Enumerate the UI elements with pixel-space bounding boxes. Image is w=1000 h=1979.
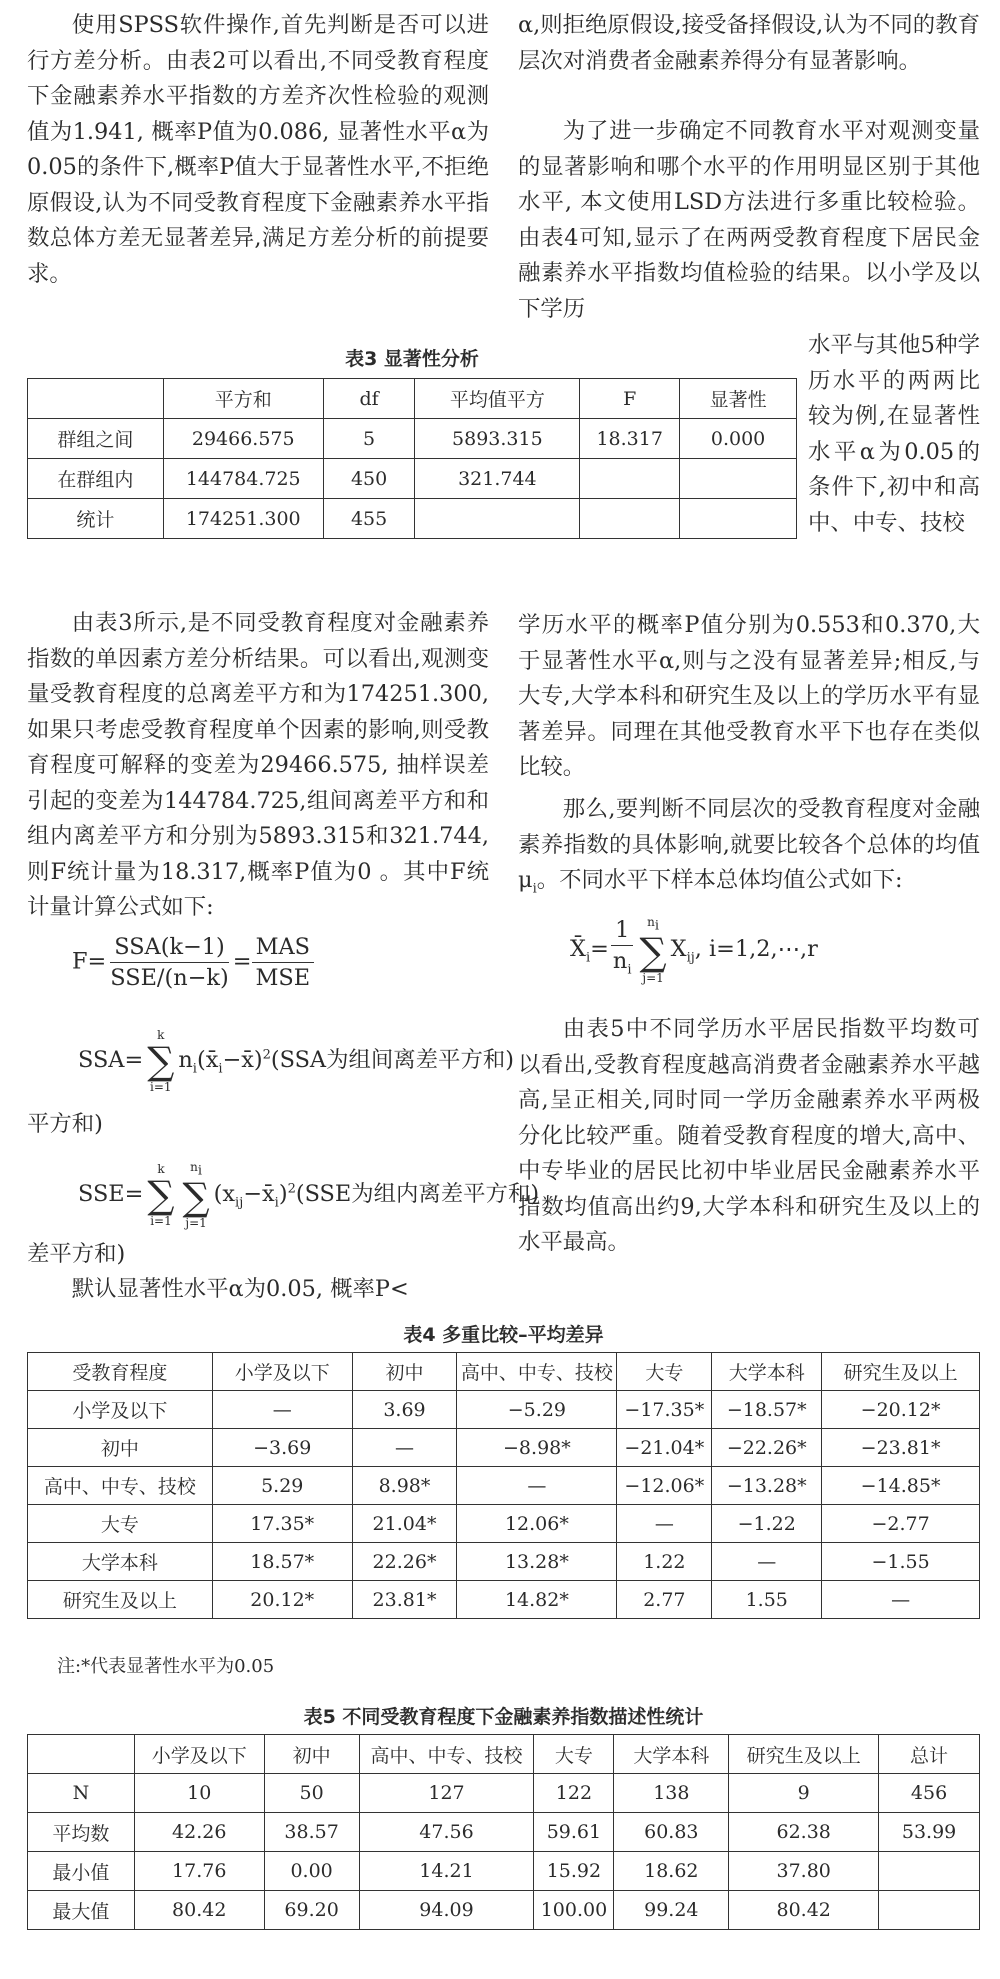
table4-header-cell: 高中、中专、技校 — [457, 1353, 617, 1391]
right-wrap-paragraph: 水平与其他5种学历水平的两两比较为例,在显著性水平α为0.05的条件下,初中和高中、中专、技校 — [808, 332, 980, 536]
sse-label: (SSE为组内离差平方和) — [295, 1181, 540, 1208]
table4-header-cell: 大学本科 — [712, 1353, 822, 1391]
table3-header-cell — [28, 379, 164, 419]
table4-cell: 小学及以下 — [28, 1391, 213, 1429]
table5-cell: 127 — [359, 1774, 534, 1813]
table4-header-cell: 大专 — [617, 1353, 712, 1391]
table5-cell: 14.21 — [359, 1852, 534, 1891]
table4-caption: 表4 多重比较–平均差异 — [403, 1324, 604, 1346]
table4-header-cell: 研究生及以上 — [822, 1353, 980, 1391]
table4-cell: −23.81* — [822, 1429, 980, 1467]
equation-ssa: SSA= k ∑ i=1 $n_i(x̄_i-x̄)^2(SSA$为组间离差平方和) — [78, 1028, 514, 1094]
table5-cell: 69.20 — [264, 1891, 359, 1930]
table3-cell — [415, 499, 580, 539]
table4-cell: — — [212, 1391, 352, 1429]
table5-cell: 100.00 — [534, 1891, 614, 1930]
table4-cell: 初中 — [28, 1429, 213, 1467]
table5-row — [28, 1852, 980, 1891]
table5-cell: 59.61 — [534, 1813, 614, 1852]
table4-header-row — [28, 1353, 980, 1391]
table4-row — [28, 1505, 980, 1543]
table3-cell — [680, 499, 797, 539]
table5-cell: 53.99 — [879, 1813, 980, 1852]
table3-row — [28, 419, 797, 459]
table5-header-cell: 大学本科 — [614, 1735, 729, 1774]
left-paragraph-3: 默认显著性水平α为0.05, 概率P< — [71, 1276, 409, 1302]
table4-header-cell: 初中 — [352, 1353, 457, 1391]
table3-cell — [680, 459, 797, 499]
table4-cell: 5.29 — [212, 1467, 352, 1505]
table5-cell: 15.92 — [534, 1852, 614, 1891]
table3-row — [28, 499, 797, 539]
table5-cell: 0.00 — [264, 1852, 359, 1891]
table4-cell: 17.35* — [212, 1505, 352, 1543]
table3-cell: 29466.575 — [163, 419, 323, 459]
table4-cell: — — [822, 1581, 980, 1619]
table5-cell: 最小值 — [28, 1852, 135, 1891]
table4-row — [28, 1467, 980, 1505]
left-paragraph-1: 使用SPSS软件操作,首先判断是否可以进行方差分析。由表2可以看出,不同受教育程度下金融素养水平指数的方差齐次性检验的观测值为1.941, 概率P值为0.086, 显著性水平α为0.05的条件下,概率P值大于显著性水平,不拒绝原假设,认为不同受教育程度下金融素养水平指数总体方差无显著差异,满足方差分析的前提要求。 — [27, 12, 489, 287]
table4-cell: — — [352, 1429, 457, 1467]
table5-row — [28, 1813, 980, 1852]
table4-cell: 3.69 — [352, 1391, 457, 1429]
equation-f: F= $\frac{\text{SSA(k−1)}}{\text{SSE/(n−k)}}$ = $\frac{\text{MAS}}{\text{MSE}}$ — [72, 932, 314, 993]
table3-header-cell: F — [580, 379, 680, 419]
table4-cell: −14.85* — [822, 1467, 980, 1505]
table4-cell: −1.22 — [712, 1505, 822, 1543]
table4-cell: −13.28* — [712, 1467, 822, 1505]
table4-cell: 21.04* — [352, 1505, 457, 1543]
table5-cell: 17.76 — [134, 1852, 264, 1891]
table4-cell: 14.82* — [457, 1581, 617, 1619]
table4-cell: −20.12* — [822, 1391, 980, 1429]
ssa-label: (SSA为组间离差平方和) — [270, 1047, 514, 1073]
table4-cell: −8.98* — [457, 1429, 617, 1467]
table5-cell: 94.09 — [359, 1891, 534, 1930]
right-paragraph-3: 学历水平的概率P值分别为0.553和0.370,大于显著性水平α,则与之没有显著差异;相反,与大专,大学本科和研究生及以上的学历水平有显著差异。同理在其他受教育水平下也存在类似比较。 — [518, 612, 980, 780]
table3-cell: 0.000 — [680, 419, 797, 459]
right-paragraph-4: 那么,要判断不同层次的受教育程度对金融素养指数的具体影响,就要比较各个总体的均值$\mu_i$。不同水平下样本总体均值公式如下: — [518, 796, 980, 897]
table5-cell: 42.26 — [134, 1813, 264, 1852]
table5-cell: 10 — [134, 1774, 264, 1813]
table3 — [27, 378, 797, 539]
table4-cell: 2.77 — [617, 1581, 712, 1619]
table5-cell: 47.56 — [359, 1813, 534, 1852]
table3-cell: 18.317 — [580, 419, 680, 459]
table4-cell: 研究生及以上 — [28, 1581, 213, 1619]
table4-row — [28, 1429, 980, 1467]
table4-cell: −12.06* — [617, 1467, 712, 1505]
table5-header-cell: 大专 — [534, 1735, 614, 1774]
table4-cell: −18.57* — [712, 1391, 822, 1429]
table4-cell: 12.06* — [457, 1505, 617, 1543]
table5-header-cell: 总计 — [879, 1735, 980, 1774]
table5-cell: 99.24 — [614, 1891, 729, 1930]
table5-header-cell: 小学及以下 — [134, 1735, 264, 1774]
table3-cell: 321.744 — [415, 459, 580, 499]
table5-cell: 80.42 — [729, 1891, 879, 1930]
table5-row — [28, 1774, 980, 1813]
table5-header-row — [28, 1735, 980, 1774]
table5-cell: 18.62 — [614, 1852, 729, 1891]
table4-cell: 1.22 — [617, 1543, 712, 1581]
table4-cell: — — [617, 1505, 712, 1543]
table3-header-cell: 显著性 — [680, 379, 797, 419]
equation-sse: SSE= k ∑ i=1 $n_i$ ∑ j=1 $(x_{ij}-x̄_i)^2(SSE$为组内离差平方和) — [78, 1160, 540, 1231]
table4-cell: 8.98* — [352, 1467, 457, 1505]
table4-cell: −5.29 — [457, 1391, 617, 1429]
table4-row — [28, 1391, 980, 1429]
table5-cell: 62.38 — [729, 1813, 879, 1852]
table5-cell: 9 — [729, 1774, 879, 1813]
table5-cell: 37.80 — [729, 1852, 879, 1891]
table4-note: 注:*代表显著性水平为0.05 — [57, 1656, 275, 1677]
table4-cell: 20.12* — [212, 1581, 352, 1619]
equation-ssa-label-cont: 平方和) — [27, 1111, 103, 1137]
table3-cell: 455 — [323, 499, 415, 539]
table3-cell: 5893.315 — [415, 419, 580, 459]
table4-cell: −17.35* — [617, 1391, 712, 1429]
right-paragraph-2: 为了进一步确定不同教育水平对观测变量的显著影响和哪个水平的作用明显区别于其他水平, 本文使用LSD方法进行多重比较检验。由表4可知,显示了在两两受教育程度下居民金融素养水平指数均值检验的结果。以小学及以下学历 — [518, 118, 980, 322]
table5-cell: 38.57 — [264, 1813, 359, 1852]
table4-cell: 23.81* — [352, 1581, 457, 1619]
table3-header-row — [28, 379, 797, 419]
table4-cell: 18.57* — [212, 1543, 352, 1581]
table4 — [27, 1352, 980, 1619]
table5-header-cell: 高中、中专、技校 — [359, 1735, 534, 1774]
table4-cell: −2.77 — [822, 1505, 980, 1543]
table3-row — [28, 459, 797, 499]
left-paragraph-2: 由表3所示,是不同受教育程度对金融素养指数的单因素方差分析结果。可以看出,观测变量受教育程度的总离差平方和为174251.300,如果只考虑受教育程度单个因素的影响,则受教育程度可解释的变差为29466.575, 抽样误差引起的变差为144784.725,组间离差平方和和组内离差平方和分别为5893.315和321.744,则F统计量为18.317,概率P值为0 。其中F统计量计算公式如下: — [27, 610, 489, 920]
table3-cell: 144784.725 — [163, 459, 323, 499]
table3-cell: 5 — [323, 419, 415, 459]
table3-cell: 174251.300 — [163, 499, 323, 539]
table4-header-cell: 小学及以下 — [212, 1353, 352, 1391]
table3-cell: 统计 — [28, 499, 164, 539]
right-paragraph-1: α,则拒绝原假设,接受备择假设,认为不同的教育层次对消费者金融素养得分有显著影响。 — [518, 12, 980, 74]
table3-cell: 群组之间 — [28, 419, 164, 459]
table4-cell: 大学本科 — [28, 1543, 213, 1581]
table4-cell: 22.26* — [352, 1543, 457, 1581]
table5-cell: 456 — [879, 1774, 980, 1813]
table5-cell: 60.83 — [614, 1813, 729, 1852]
table4-cell: 高中、中专、技校 — [28, 1467, 213, 1505]
table5-cell: 最大值 — [28, 1891, 135, 1930]
table4-cell: — — [457, 1467, 617, 1505]
table4-cell: — — [712, 1543, 822, 1581]
table4-cell: −3.69 — [212, 1429, 352, 1467]
table3-header-cell: df — [323, 379, 415, 419]
right-paragraph-5: 由表5中不同学历水平居民指数平均数可以看出,受教育程度越高消费者金融素养水平越高,呈正相关,同时同一学历金融素养水平两极分化比较严重。随着受教育程度的增大,高中、中专毕业的居民比初中毕业居民金融素养水平指数均值高出约9,大学本科和研究生及以上的水平最高。 — [518, 1016, 980, 1255]
table5-cell: 138 — [614, 1774, 729, 1813]
table5-cell: 50 — [264, 1774, 359, 1813]
table4-cell: 13.28* — [457, 1543, 617, 1581]
equation-mean: $X̄_i=$ $\frac{1}{n_i}$ $n_i$ ∑ j=1 $X_{ij}$, i=1,2,⋯,r — [570, 915, 818, 986]
table4-row — [28, 1543, 980, 1581]
table3-cell: 450 — [323, 459, 415, 499]
table4-cell: −1.55 — [822, 1543, 980, 1581]
table3-header-cell: 平均值平方 — [415, 379, 580, 419]
table5-cell — [879, 1852, 980, 1891]
table3-cell: 在群组内 — [28, 459, 164, 499]
table5-header-cell — [28, 1735, 135, 1774]
table5-cell: 122 — [534, 1774, 614, 1813]
table4-cell: −22.26* — [712, 1429, 822, 1467]
table3-caption: 表3 显著性分析 — [345, 348, 479, 370]
table4-cell: 1.55 — [712, 1581, 822, 1619]
table3-cell — [580, 459, 680, 499]
table5-caption: 表5 不同受教育程度下金融素养指数描述性统计 — [303, 1706, 704, 1728]
table5-cell: N — [28, 1774, 135, 1813]
table4-cell: 大专 — [28, 1505, 213, 1543]
table4-row — [28, 1581, 980, 1619]
table5-cell: 平均数 — [28, 1813, 135, 1852]
table5-header-cell: 研究生及以上 — [729, 1735, 879, 1774]
table5-cell: 80.42 — [134, 1891, 264, 1930]
table3-header-cell: 平方和 — [163, 379, 323, 419]
table3-cell — [580, 499, 680, 539]
table4-header-cell: 受教育程度 — [28, 1353, 213, 1391]
equation-sse-label-cont: 差平方和) — [27, 1241, 126, 1267]
table5 — [27, 1734, 980, 1930]
table5-row — [28, 1891, 980, 1930]
table5-header-cell: 初中 — [264, 1735, 359, 1774]
table5-cell — [879, 1891, 980, 1930]
table4-cell: −21.04* — [617, 1429, 712, 1467]
